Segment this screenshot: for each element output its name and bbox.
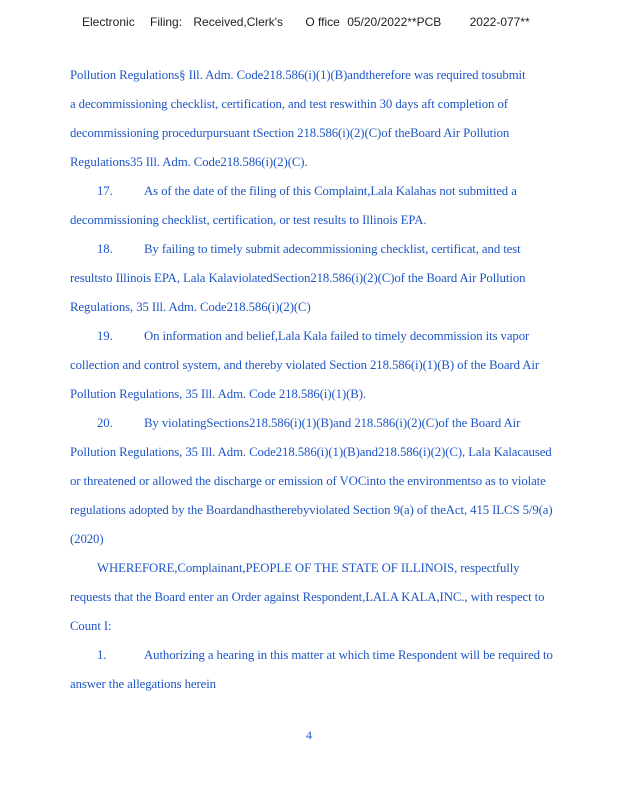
line-text: By violatingSections218.586(i)(1)(B)and 218.586(i)(2)(C)of the Board Air bbox=[144, 416, 521, 430]
filing-header-token: Electronic bbox=[82, 15, 135, 29]
document-line bbox=[70, 554, 618, 583]
document-line bbox=[70, 148, 618, 177]
document-line bbox=[70, 438, 618, 467]
document-line bbox=[70, 641, 618, 670]
document-line bbox=[70, 525, 618, 554]
paragraph-number: 18. bbox=[97, 242, 113, 256]
page-footer bbox=[0, 728, 618, 743]
document-line bbox=[70, 177, 618, 206]
paragraph-number: 17. bbox=[97, 184, 113, 198]
page-number: 4 bbox=[306, 728, 312, 742]
line-text: collection and control system, and thereby violated Section 218.586(i)(1)(B) of the Board Air bbox=[70, 358, 540, 372]
line-text: WHEREFORE,Complainant,PEOPLE OF THE STATE OF ILLINOIS, respectfully bbox=[97, 561, 520, 575]
line-text: Pollution Regulations, 35 Ill. Adm. Code218.586(i)(1)(B)and218.586(i)(2)(C), Lala Kalacaused bbox=[70, 445, 552, 459]
document-line bbox=[70, 409, 618, 438]
paragraph-number: 1. bbox=[97, 648, 107, 662]
filing-header-token: Received,Clerk's bbox=[193, 15, 284, 29]
line-text: Pollution Regulations, 35 Ill. Adm. Code 218.586(i)(1)(B). bbox=[70, 387, 366, 401]
document-line bbox=[70, 293, 618, 322]
line-text: requests that the Board enter an Order against Respondent,LALA KALA,INC., with respect to bbox=[70, 590, 545, 604]
line-text: decommissioning procedurpursuant tSection 218.586(i)(2)(C)of theBoard Air Pollution bbox=[70, 126, 510, 140]
line-text: Count I: bbox=[70, 619, 112, 633]
line-text: Authorizing a hearing in this matter at which time Respondent will be required to bbox=[144, 648, 553, 662]
document-line bbox=[70, 90, 618, 119]
line-text: resultsto Illinois EPA, Lala KalaviolatedSection218.586(i)(2)(C)of the Board Air Pollution bbox=[70, 271, 526, 285]
document-line bbox=[70, 467, 618, 496]
document-line bbox=[70, 670, 618, 699]
line-text: answer the allegations herein bbox=[70, 677, 216, 691]
document-line bbox=[70, 612, 618, 641]
line-text: Regulations35 Ill. Adm. Code218.586(i)(2)(C). bbox=[70, 155, 308, 169]
document-line bbox=[70, 264, 618, 293]
line-text: (2020) bbox=[70, 532, 104, 546]
paragraph-number: 20. bbox=[97, 416, 113, 430]
line-text: As of the date of the filing of this Complaint,Lala Kalahas not submitted a bbox=[144, 184, 517, 198]
line-text: Pollution Regulations§ Ill. Adm. Code218.586(i)(1)(B)andtherefore was required tosubmit bbox=[70, 68, 526, 82]
line-text: By failing to timely submit adecommissioning checklist, certificat, and test bbox=[144, 242, 521, 256]
filing-header-date-case: 05/20/2022**PCB bbox=[347, 15, 442, 29]
document-line bbox=[70, 61, 618, 90]
document-line bbox=[70, 206, 618, 235]
line-text: decommissioning checklist, certification, or test results to Illinois EPA. bbox=[70, 213, 427, 227]
document-body bbox=[0, 61, 618, 699]
document-line bbox=[70, 380, 618, 409]
document-line bbox=[70, 583, 618, 612]
filing-header-token: O ffice bbox=[305, 15, 340, 29]
document-line bbox=[70, 351, 618, 380]
document-line bbox=[70, 235, 618, 264]
document-line bbox=[70, 322, 618, 351]
line-text: a decommissioning checklist, certification, and test reswithin 30 days aft completion of bbox=[70, 97, 508, 111]
filing-header-token: Filing: bbox=[150, 15, 183, 29]
filing-header bbox=[82, 15, 530, 29]
line-text: Regulations, 35 Ill. Adm. Code218.586(i)(2)(C) bbox=[70, 300, 311, 314]
filing-header-docket: 2022-077** bbox=[469, 15, 530, 29]
paragraph-number: 19. bbox=[97, 329, 113, 343]
document-line bbox=[70, 119, 618, 148]
document-line bbox=[70, 496, 618, 525]
line-text: or threatened or allowed the discharge or emission of VOCinto the environmentso as to violate bbox=[70, 474, 546, 488]
line-text: On information and belief,Lala Kala failed to timely decommission its vapor bbox=[144, 329, 530, 343]
line-text: regulations adopted by the Boardandhastherebyviolated Section 9(a) of theAct, 415 ILCS 5/9(a) bbox=[70, 503, 553, 517]
